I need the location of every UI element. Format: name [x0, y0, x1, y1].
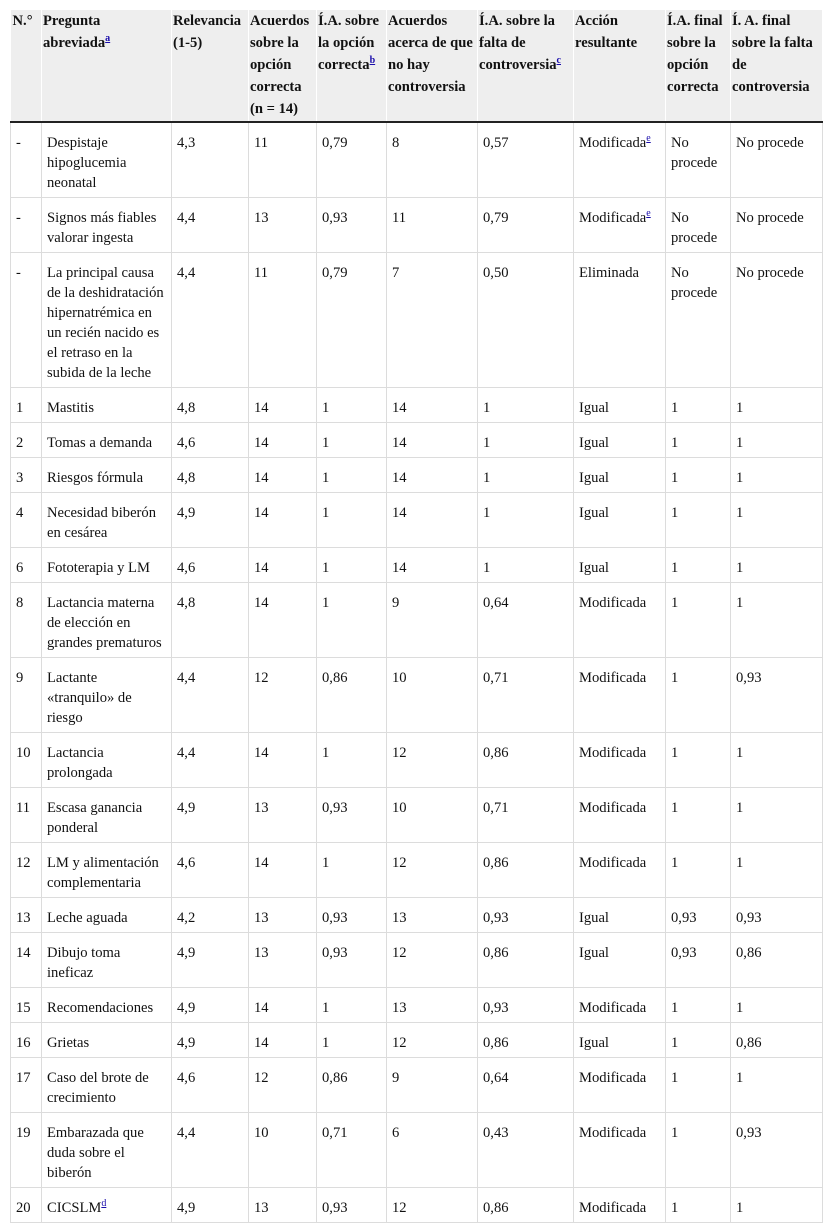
cell-final-controversy: 1 [731, 493, 823, 548]
results-table [10, 10, 823, 1223]
cell-question: Embarazada que duda sobre el biberón [42, 1113, 172, 1188]
cell-action: Igual [574, 1023, 666, 1058]
cell-question: Necesidad biberón en cesárea [42, 493, 172, 548]
cell-agree-correct: 11 [249, 122, 317, 198]
table-row [11, 788, 823, 843]
cell-agree-controversy: 7 [387, 253, 478, 388]
cell-ia-correct: 1 [317, 843, 387, 898]
cell-action: Modificada [574, 988, 666, 1023]
cell-num: 10 [11, 733, 42, 788]
table-row [11, 933, 823, 988]
cell-relevance: 4,8 [172, 583, 249, 658]
cell-ia-correct: 0,71 [317, 1113, 387, 1188]
cell-agree-correct: 14 [249, 583, 317, 658]
cell-final-correct: 0,93 [666, 898, 731, 933]
cell-final-correct: 1 [666, 1058, 731, 1113]
table-row [11, 1058, 823, 1113]
cell-relevance: 4,3 [172, 122, 249, 198]
cell-action: Modificada [574, 583, 666, 658]
cell-ia-correct: 0,79 [317, 122, 387, 198]
cell-agree-controversy: 8 [387, 122, 478, 198]
cell-agree-correct: 13 [249, 1188, 317, 1223]
cell-agree-correct: 11 [249, 253, 317, 388]
cell-action: Igual [574, 423, 666, 458]
cell-agree-correct: 14 [249, 493, 317, 548]
cell-num: 9 [11, 658, 42, 733]
cell-agree-correct: 12 [249, 1058, 317, 1113]
cell-num: 1 [11, 388, 42, 423]
cell-agree-correct: 12 [249, 658, 317, 733]
cell-final-correct: 1 [666, 1113, 731, 1188]
cell-ia-controversy: 0,79 [478, 198, 574, 253]
cell-relevance: 4,4 [172, 253, 249, 388]
cell-question: Escasa ganancia ponderal [42, 788, 172, 843]
cell-ia-controversy: 1 [478, 423, 574, 458]
cell-final-correct: 1 [666, 658, 731, 733]
cell-action: Modificada [574, 1058, 666, 1113]
cell-ia-controversy: 0,86 [478, 1188, 574, 1223]
cell-ia-controversy: 1 [478, 388, 574, 423]
cell-agree-correct: 14 [249, 388, 317, 423]
cell-agree-correct: 14 [249, 843, 317, 898]
cell-final-controversy: 0,86 [731, 1023, 823, 1058]
cell-agree-controversy: 11 [387, 198, 478, 253]
cell-final-correct: 1 [666, 1023, 731, 1058]
cell-ia-controversy: 0,86 [478, 843, 574, 898]
cell-relevance: 4,4 [172, 1113, 249, 1188]
cell-final-correct: 1 [666, 988, 731, 1023]
table-row [11, 423, 823, 458]
cell-num: - [11, 122, 42, 198]
cell-question: Riesgos fórmula [42, 458, 172, 493]
cell-action: Igual [574, 493, 666, 548]
footnote-link-e[interactable]: e [646, 208, 651, 220]
cell-relevance: 4,6 [172, 548, 249, 583]
cell-num: 20 [11, 1188, 42, 1223]
cell-relevance: 4,9 [172, 988, 249, 1023]
cell-action: Igual [574, 933, 666, 988]
table-row [11, 458, 823, 493]
cell-final-correct: 1 [666, 583, 731, 658]
cell-final-correct: No procede [666, 122, 731, 198]
cell-ia-correct: 1 [317, 1023, 387, 1058]
table-row [11, 548, 823, 583]
cell-relevance: 4,9 [172, 788, 249, 843]
cell-num: 6 [11, 548, 42, 583]
cell-ia-controversy: 0,43 [478, 1113, 574, 1188]
cell-agree-correct: 13 [249, 933, 317, 988]
cell-num: 8 [11, 583, 42, 658]
col-header-agree-controversy: Acuerdos acerca de que no hay controversia [387, 10, 478, 122]
cell-agree-controversy: 9 [387, 583, 478, 658]
cell-final-controversy: 1 [731, 1058, 823, 1113]
cell-action: Modificada [574, 788, 666, 843]
footnote-link-a[interactable]: a [105, 33, 111, 45]
cell-final-controversy: 0,93 [731, 658, 823, 733]
cell-relevance: 4,9 [172, 1188, 249, 1223]
cell-agree-controversy: 12 [387, 733, 478, 788]
table-row [11, 253, 823, 388]
cell-agree-controversy: 9 [387, 1058, 478, 1113]
cell-action: Modificada [574, 843, 666, 898]
table-row [11, 898, 823, 933]
cell-final-controversy: 1 [731, 843, 823, 898]
cell-num: 17 [11, 1058, 42, 1113]
cell-final-correct: 0,93 [666, 933, 731, 988]
cell-ia-correct: 0,93 [317, 933, 387, 988]
cell-action: Igual [574, 898, 666, 933]
col-header-ia-correct: Í.A. sobre la opción correcta$^b$ [317, 10, 387, 122]
cell-ia-controversy: 0,64 [478, 583, 574, 658]
cell-relevance: 4,6 [172, 1058, 249, 1113]
cell-final-controversy: 1 [731, 988, 823, 1023]
cell-relevance: 4,4 [172, 658, 249, 733]
cell-ia-correct: 0,79 [317, 253, 387, 388]
cell-ia-controversy: 0,57 [478, 122, 574, 198]
cell-num: - [11, 253, 42, 388]
cell-num: 15 [11, 988, 42, 1023]
header-row [11, 10, 823, 122]
cell-agree-controversy: 12 [387, 843, 478, 898]
cell-agree-controversy: 14 [387, 423, 478, 458]
table-row [11, 988, 823, 1023]
cell-relevance: 4,4 [172, 198, 249, 253]
cell-final-controversy: 1 [731, 388, 823, 423]
cell-relevance: 4,8 [172, 458, 249, 493]
cell-question: Signos más fiables valorar ingesta [42, 198, 172, 253]
cell-agree-controversy: 12 [387, 933, 478, 988]
cell-ia-controversy: 0,93 [478, 988, 574, 1023]
cell-num: 4 [11, 493, 42, 548]
cell-ia-controversy: 0,86 [478, 933, 574, 988]
cell-relevance: 4,4 [172, 733, 249, 788]
cell-final-correct: 1 [666, 788, 731, 843]
cell-agree-correct: 14 [249, 423, 317, 458]
footnote-link-e[interactable]: e [646, 133, 651, 145]
cell-action: Igual [574, 458, 666, 493]
cell-ia-controversy: 0,93 [478, 898, 574, 933]
cell-final-correct: No procede [666, 198, 731, 253]
col-header-final-correct: Í.A. final sobre la opción correcta [666, 10, 731, 122]
cell-action: Modificada$^e$ [574, 198, 666, 253]
cell-action: Igual [574, 548, 666, 583]
table-row [11, 843, 823, 898]
cell-ia-controversy: 0,50 [478, 253, 574, 388]
cell-ia-correct: 1 [317, 733, 387, 788]
cell-question: LM y alimentación complementaria [42, 843, 172, 898]
cell-ia-correct: 0,86 [317, 1058, 387, 1113]
cell-action: Eliminada [574, 253, 666, 388]
cell-ia-controversy: 1 [478, 493, 574, 548]
cell-ia-correct: 1 [317, 423, 387, 458]
cell-agree-controversy: 14 [387, 493, 478, 548]
cell-agree-correct: 13 [249, 788, 317, 843]
cell-ia-controversy: 0,86 [478, 733, 574, 788]
cell-agree-correct: 13 [249, 198, 317, 253]
cell-question: Grietas [42, 1023, 172, 1058]
cell-final-correct: 1 [666, 458, 731, 493]
cell-question: Lactancia prolongada [42, 733, 172, 788]
table-row [11, 198, 823, 253]
cell-ia-correct: 1 [317, 458, 387, 493]
table-row [11, 493, 823, 548]
cell-final-correct: 1 [666, 733, 731, 788]
cell-ia-correct: 1 [317, 388, 387, 423]
cell-final-correct: 1 [666, 843, 731, 898]
cell-agree-correct: 14 [249, 548, 317, 583]
cell-final-correct: 1 [666, 388, 731, 423]
table-row [11, 388, 823, 423]
cell-ia-controversy: 0,71 [478, 658, 574, 733]
cell-question: Dibujo toma ineficaz [42, 933, 172, 988]
cell-relevance: 4,6 [172, 843, 249, 898]
cell-agree-controversy: 10 [387, 788, 478, 843]
cell-question: Leche aguada [42, 898, 172, 933]
cell-agree-controversy: 13 [387, 898, 478, 933]
cell-question: Despistaje hipoglucemia neonatal [42, 122, 172, 198]
table-row [11, 122, 823, 198]
cell-ia-correct: 0,93 [317, 788, 387, 843]
cell-ia-correct: 1 [317, 988, 387, 1023]
cell-num: 2 [11, 423, 42, 458]
col-header-question: Pregunta abreviada$^a$ [42, 10, 172, 122]
cell-question: Caso del brote de crecimiento [42, 1058, 172, 1113]
cell-agree-correct: 13 [249, 898, 317, 933]
table-row [11, 1113, 823, 1188]
cell-ia-correct: 1 [317, 493, 387, 548]
cell-num: 19 [11, 1113, 42, 1188]
table-row [11, 1023, 823, 1058]
cell-action: Modificada [574, 658, 666, 733]
cell-agree-correct: 14 [249, 1023, 317, 1058]
cell-question: La principal causa de la deshidratación hipernatrémica en un recién nacido es el retraso en la subida de la leche [42, 253, 172, 388]
cell-ia-correct: 0,93 [317, 198, 387, 253]
table-row [11, 1188, 823, 1223]
cell-action: Modificada [574, 1113, 666, 1188]
cell-agree-controversy: 13 [387, 988, 478, 1023]
cell-final-controversy: No procede [731, 253, 823, 388]
cell-final-controversy: No procede [731, 198, 823, 253]
cell-relevance: 4,9 [172, 1023, 249, 1058]
cell-relevance: 4,2 [172, 898, 249, 933]
cell-agree-correct: 14 [249, 988, 317, 1023]
cell-ia-correct: 1 [317, 548, 387, 583]
cell-agree-correct: 10 [249, 1113, 317, 1188]
cell-agree-controversy: 14 [387, 458, 478, 493]
col-header-action: Acción resultante [574, 10, 666, 122]
cell-agree-controversy: 10 [387, 658, 478, 733]
cell-agree-controversy: 12 [387, 1023, 478, 1058]
cell-final-correct: 1 [666, 493, 731, 548]
cell-action: Modificada [574, 733, 666, 788]
cell-question: Mastitis [42, 388, 172, 423]
table-row [11, 583, 823, 658]
cell-ia-correct: 0,93 [317, 1188, 387, 1223]
cell-agree-controversy: 6 [387, 1113, 478, 1188]
footnote-link-d[interactable]: d [101, 1198, 107, 1210]
table-body [11, 122, 823, 1223]
col-header-relevance: Relevancia (1-5) [172, 10, 249, 122]
cell-num: - [11, 198, 42, 253]
cell-final-correct: No procede [666, 253, 731, 388]
cell-ia-controversy: 0,86 [478, 1023, 574, 1058]
cell-num: 3 [11, 458, 42, 493]
cell-agree-controversy: 12 [387, 1188, 478, 1223]
cell-question: Lactante «tranquilo» de riesgo [42, 658, 172, 733]
cell-final-correct: 1 [666, 548, 731, 583]
cell-agree-correct: 14 [249, 733, 317, 788]
cell-final-controversy: 1 [731, 788, 823, 843]
cell-final-controversy: 0,86 [731, 933, 823, 988]
cell-num: 14 [11, 933, 42, 988]
cell-relevance: 4,9 [172, 933, 249, 988]
cell-agree-controversy: 14 [387, 548, 478, 583]
cell-final-correct: 1 [666, 423, 731, 458]
cell-num: 13 [11, 898, 42, 933]
cell-action: Igual [574, 388, 666, 423]
cell-ia-controversy: 0,64 [478, 1058, 574, 1113]
cell-final-controversy: 1 [731, 423, 823, 458]
cell-agree-correct: 14 [249, 458, 317, 493]
cell-question: CICSLM$^d$ [42, 1188, 172, 1223]
cell-final-controversy: 1 [731, 583, 823, 658]
cell-relevance: 4,9 [172, 493, 249, 548]
footnote-link-c[interactable]: c [556, 55, 561, 67]
table-row [11, 733, 823, 788]
cell-final-controversy: 1 [731, 1188, 823, 1223]
cell-final-controversy: 0,93 [731, 1113, 823, 1188]
cell-ia-controversy: 0,71 [478, 788, 574, 843]
col-header-final-controversy: Í. A. final sobre la falta de controversia [731, 10, 823, 122]
table-row [11, 658, 823, 733]
cell-final-controversy: 1 [731, 733, 823, 788]
cell-relevance: 4,8 [172, 388, 249, 423]
cell-num: 11 [11, 788, 42, 843]
cell-question: Recomendaciones [42, 988, 172, 1023]
cell-question: Tomas a demanda [42, 423, 172, 458]
col-header-ia-controversy: Í.A. sobre la falta de controversia$^c$ [478, 10, 574, 122]
cell-final-correct: 1 [666, 1188, 731, 1223]
col-header-num: N.° [11, 10, 42, 122]
cell-action: Modificada$^e$ [574, 122, 666, 198]
cell-ia-correct: 0,86 [317, 658, 387, 733]
cell-agree-controversy: 14 [387, 388, 478, 423]
cell-ia-correct: 0,93 [317, 898, 387, 933]
cell-ia-correct: 1 [317, 583, 387, 658]
cell-ia-controversy: 1 [478, 458, 574, 493]
cell-final-controversy: No procede [731, 122, 823, 198]
cell-action: Modificada [574, 1188, 666, 1223]
cell-final-controversy: 1 [731, 548, 823, 583]
cell-final-controversy: 1 [731, 458, 823, 493]
cell-question: Fototerapia y LM [42, 548, 172, 583]
cell-num: 16 [11, 1023, 42, 1058]
cell-ia-controversy: 1 [478, 548, 574, 583]
cell-num: 12 [11, 843, 42, 898]
cell-final-controversy: 0,93 [731, 898, 823, 933]
footnote-link-b[interactable]: b [369, 55, 376, 67]
cell-question: Lactancia materna de elección en grandes prematuros [42, 583, 172, 658]
col-header-agree-correct: Acuerdos sobre la opción correcta (n = 14) [249, 10, 317, 122]
cell-relevance: 4,6 [172, 423, 249, 458]
